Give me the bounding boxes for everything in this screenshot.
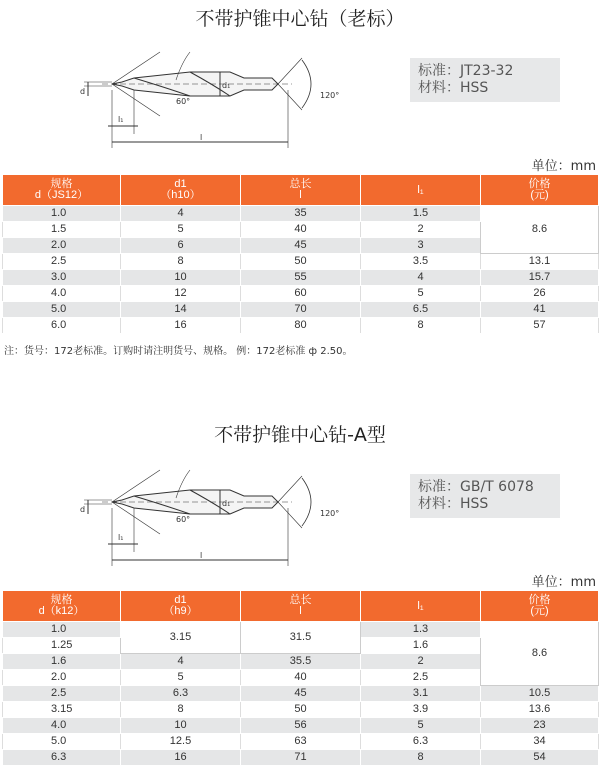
col-header-d1: d1 （h9） xyxy=(121,591,241,622)
table-cell: 13.1 xyxy=(481,254,599,270)
table-cell: 80 xyxy=(241,318,361,334)
table-cell: 6 xyxy=(121,238,241,254)
label-60: 60° xyxy=(176,97,191,106)
col-header-price: 价格 (元) xyxy=(481,591,599,622)
table-cell: 1.0 xyxy=(3,206,121,222)
table-cell: 4.0 xyxy=(3,286,121,302)
table-cell: 55 xyxy=(241,270,361,286)
table-cell: 63 xyxy=(241,734,361,750)
label-d1: d₁ xyxy=(222,81,231,90)
table-cell: 2.5 xyxy=(3,686,121,702)
table-cell: 6.3 xyxy=(121,686,241,702)
table-cell: 6.3 xyxy=(361,734,481,750)
table-cell: 40 xyxy=(241,670,361,686)
table-row xyxy=(3,286,599,302)
label-d1: d₁ xyxy=(222,499,231,508)
table-cell: 71 xyxy=(241,750,361,766)
table-cell: 4 xyxy=(121,654,241,670)
table-cell: 57 xyxy=(481,318,599,334)
table-cell: 40 xyxy=(241,222,361,238)
merged-length: 31.5 xyxy=(241,622,361,654)
table-cell: 5 xyxy=(121,222,241,238)
table-row xyxy=(3,206,599,222)
table-cell: 2.0 xyxy=(3,238,121,254)
table-cell: 3.15 xyxy=(3,702,121,718)
spec-box-2 xyxy=(410,474,560,518)
table-cell: 5 xyxy=(121,670,241,686)
merged-d1: 3.15 xyxy=(121,622,241,654)
table-cell: 26 xyxy=(481,286,599,302)
section2-title: 不带护锥中心钻-A型 xyxy=(214,424,386,446)
table-cell: 8 xyxy=(361,750,481,766)
table-cell: 14 xyxy=(121,302,241,318)
table-cell: 1.6 xyxy=(361,638,481,654)
table-cell: 8 xyxy=(121,254,241,270)
material-text: 材料：HSS xyxy=(418,80,489,96)
label-l1: l₁ xyxy=(118,115,124,124)
table-cell: 50 xyxy=(241,254,361,270)
table-cell: 1.5 xyxy=(361,206,481,222)
table-cell: 16 xyxy=(121,318,241,334)
table-cell: 54 xyxy=(481,750,599,766)
table-row xyxy=(3,318,599,334)
table-row xyxy=(3,270,599,286)
table-cell: 12.5 xyxy=(121,734,241,750)
center-drill-diagram-2 xyxy=(72,456,362,566)
col-header-spec: 规格 d（k12） xyxy=(3,591,121,622)
table-cell: 1.5 xyxy=(3,222,121,238)
table-cell: 60 xyxy=(241,286,361,302)
table-cell: 10.5 xyxy=(481,686,599,702)
table-cell: 1.25 xyxy=(3,638,121,654)
table-cell: 1.0 xyxy=(3,622,121,638)
merged-price: 8.6 xyxy=(481,206,599,254)
section1-title: 不带护锥中心钻（老标） xyxy=(195,8,405,30)
table-cell: 2.5 xyxy=(361,670,481,686)
table-cell: 8 xyxy=(361,318,481,334)
col-header-d1: d1 （h10） xyxy=(121,175,241,206)
table-cell: 50 xyxy=(241,702,361,718)
table-cell: 5 xyxy=(361,286,481,302)
table-cell: 8 xyxy=(121,702,241,718)
table-cell: 34 xyxy=(481,734,599,750)
table-row xyxy=(3,750,599,766)
label-d: d xyxy=(80,87,86,96)
table-row xyxy=(3,702,599,718)
col-header-l1: l₁ xyxy=(361,175,481,206)
unit-label-2: 单位：mm xyxy=(531,575,596,590)
table-cell: 3.0 xyxy=(3,270,121,286)
table-cell: 35.5 xyxy=(241,654,361,670)
standard-text: 标准：GB/T 6078 xyxy=(418,479,534,495)
merged-price: 8.6 xyxy=(481,622,599,686)
table-cell: 13.6 xyxy=(481,702,599,718)
table-cell: 6.5 xyxy=(361,302,481,318)
table-cell: 3.5 xyxy=(361,254,481,270)
col-header-l1: l₁ xyxy=(361,591,481,622)
table-row xyxy=(3,718,599,734)
table-cell: 10 xyxy=(121,270,241,286)
table-cell: 4 xyxy=(361,270,481,286)
table-cell: 5.0 xyxy=(3,302,121,318)
table-cell: 4 xyxy=(121,206,241,222)
col-header-length: 总长 l xyxy=(241,175,361,206)
label-d: d xyxy=(80,505,86,514)
center-drill-diagram-1 xyxy=(72,38,362,148)
col-header-price: 价格 (元) xyxy=(481,175,599,206)
standard-text: 标准：JT23-32 xyxy=(418,63,514,79)
spec-box-1 xyxy=(410,58,560,102)
table-row xyxy=(3,622,599,638)
label-120: 120° xyxy=(320,91,340,100)
table-cell: 70 xyxy=(241,302,361,318)
table-cell: 2 xyxy=(361,654,481,670)
table-row xyxy=(3,254,599,270)
table-cell: 16 xyxy=(121,750,241,766)
table-cell: 1.3 xyxy=(361,622,481,638)
table-cell: 3.1 xyxy=(361,686,481,702)
label-l: l xyxy=(200,551,203,560)
unit-label-1: 单位：mm xyxy=(531,159,596,174)
label-60: 60° xyxy=(176,515,191,524)
label-l1: l₁ xyxy=(118,533,124,542)
table-cell: 2.0 xyxy=(3,670,121,686)
table-cell: 35 xyxy=(241,206,361,222)
table-cell: 15.7 xyxy=(481,270,599,286)
table-cell: 45 xyxy=(241,238,361,254)
table-cell: 41 xyxy=(481,302,599,318)
table-cell: 2 xyxy=(361,222,481,238)
label-120: 120° xyxy=(320,509,340,518)
table-cell: 10 xyxy=(121,718,241,734)
table-cell: 4.0 xyxy=(3,718,121,734)
table-cell: 2.5 xyxy=(3,254,121,270)
col-header-length: 总长 l xyxy=(241,591,361,622)
label-l: l xyxy=(200,133,203,142)
spec-table-1 xyxy=(2,174,599,334)
order-note: 注：货号：172老标准。订购时请注明货号、规格。 例：172老标准 ф 2.50。 xyxy=(4,346,353,357)
table-cell: 6.3 xyxy=(3,750,121,766)
table-row xyxy=(3,686,599,702)
table-cell: 56 xyxy=(241,718,361,734)
table-cell: 3.9 xyxy=(361,702,481,718)
col-header-spec: 规格 d（JS12） xyxy=(3,175,121,206)
table-cell: 12 xyxy=(121,286,241,302)
table-cell: 6.0 xyxy=(3,318,121,334)
table-cell: 5.0 xyxy=(3,734,121,750)
table-cell: 3 xyxy=(361,238,481,254)
table-cell: 5 xyxy=(361,718,481,734)
table-row xyxy=(3,302,599,318)
spec-table-2 xyxy=(2,590,599,766)
table-row xyxy=(3,734,599,750)
material-text: 材料：HSS xyxy=(418,496,489,512)
table-cell: 45 xyxy=(241,686,361,702)
table-cell: 23 xyxy=(481,718,599,734)
table-cell: 1.6 xyxy=(3,654,121,670)
